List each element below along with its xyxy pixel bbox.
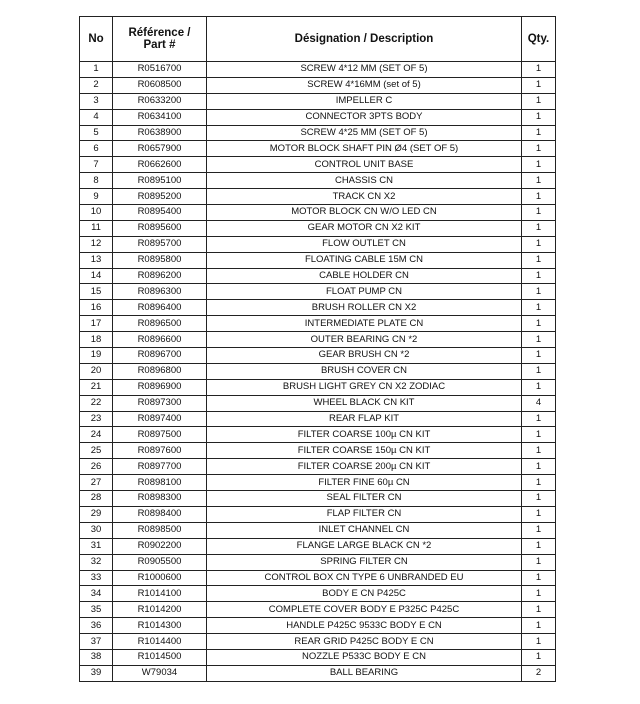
row-description: SPRING FILTER CN — [207, 554, 522, 570]
row-description: FILTER COARSE 100µ CN KIT — [207, 427, 522, 443]
row-reference: R0662600 — [113, 157, 207, 173]
row-description: REAR GRID P425C BODY E CN — [207, 634, 522, 650]
row-qty: 1 — [522, 300, 556, 316]
row-description: CABLE HOLDER CN — [207, 268, 522, 284]
row-no: 6 — [80, 141, 113, 157]
row-reference: R0895600 — [113, 220, 207, 236]
row-description: INTERMEDIATE PLATE CN — [207, 316, 522, 332]
row-no: 27 — [80, 475, 113, 491]
parts-table-body — [80, 62, 556, 682]
row-no: 22 — [80, 395, 113, 411]
row-reference: W79034 — [113, 665, 207, 681]
row-reference: R1014200 — [113, 602, 207, 618]
table-row — [80, 348, 556, 364]
row-qty: 1 — [522, 506, 556, 522]
row-reference: R0897600 — [113, 443, 207, 459]
row-no: 34 — [80, 586, 113, 602]
row-reference: R0895200 — [113, 189, 207, 205]
row-description: WHEEL BLACK CN KIT — [207, 395, 522, 411]
table-row — [80, 109, 556, 125]
row-reference: R0895100 — [113, 173, 207, 189]
parts-table — [79, 16, 556, 682]
row-description: SCREW 4*16MM (set of 5) — [207, 77, 522, 93]
row-qty: 1 — [522, 157, 556, 173]
table-row — [80, 491, 556, 507]
row-reference: R0896900 — [113, 379, 207, 395]
row-no: 32 — [80, 554, 113, 570]
row-description: FILTER FINE 60µ CN — [207, 475, 522, 491]
row-no: 1 — [80, 62, 113, 78]
header-reference — [113, 17, 207, 62]
table-row — [80, 236, 556, 252]
row-no: 25 — [80, 443, 113, 459]
table-row — [80, 332, 556, 348]
row-qty: 1 — [522, 236, 556, 252]
row-description: FILTER COARSE 150µ CN KIT — [207, 443, 522, 459]
table-row — [80, 125, 556, 141]
row-no: 24 — [80, 427, 113, 443]
row-no: 16 — [80, 300, 113, 316]
table-row — [80, 634, 556, 650]
table-row — [80, 459, 556, 475]
row-description: OUTER BEARING CN *2 — [207, 332, 522, 348]
row-qty: 1 — [522, 459, 556, 475]
table-row — [80, 268, 556, 284]
table-row — [80, 475, 556, 491]
row-reference: R0896500 — [113, 316, 207, 332]
row-no: 33 — [80, 570, 113, 586]
row-description: IMPELLER C — [207, 93, 522, 109]
table-row — [80, 570, 556, 586]
row-no: 38 — [80, 649, 113, 665]
row-description: CONTROL BOX CN TYPE 6 UNBRANDED EU — [207, 570, 522, 586]
table-row — [80, 506, 556, 522]
row-no: 5 — [80, 125, 113, 141]
row-no: 28 — [80, 491, 113, 507]
table-row — [80, 77, 556, 93]
row-no: 39 — [80, 665, 113, 681]
row-reference: R1014100 — [113, 586, 207, 602]
header-no: No — [80, 17, 113, 62]
row-description: BODY E CN P425C — [207, 586, 522, 602]
row-description: MOTOR BLOCK CN W/O LED CN — [207, 205, 522, 221]
row-reference: R0895700 — [113, 236, 207, 252]
row-qty: 1 — [522, 77, 556, 93]
row-reference: R0895800 — [113, 252, 207, 268]
row-no: 14 — [80, 268, 113, 284]
row-reference: R1014400 — [113, 634, 207, 650]
row-description: CONNECTOR 3PTS BODY — [207, 109, 522, 125]
table-row — [80, 379, 556, 395]
row-qty: 1 — [522, 284, 556, 300]
table-row — [80, 189, 556, 205]
row-description: BRUSH LIGHT GREY CN X2 ZODIAC — [207, 379, 522, 395]
table-row — [80, 363, 556, 379]
row-qty: 1 — [522, 220, 556, 236]
row-qty: 1 — [522, 205, 556, 221]
row-description: TRACK CN X2 — [207, 189, 522, 205]
row-qty: 1 — [522, 173, 556, 189]
row-description: CONTROL UNIT BASE — [207, 157, 522, 173]
table-row — [80, 538, 556, 554]
header-reference-line2: Part # — [143, 39, 176, 51]
row-qty: 1 — [522, 141, 556, 157]
row-qty: 2 — [522, 665, 556, 681]
row-reference: R0896200 — [113, 268, 207, 284]
row-qty: 1 — [522, 427, 556, 443]
row-reference: R0895400 — [113, 205, 207, 221]
table-row — [80, 62, 556, 78]
row-description: GEAR BRUSH CN *2 — [207, 348, 522, 364]
table-row — [80, 300, 556, 316]
row-reference: R0633200 — [113, 93, 207, 109]
row-qty: 1 — [522, 618, 556, 634]
row-no: 35 — [80, 602, 113, 618]
row-no: 23 — [80, 411, 113, 427]
row-no: 8 — [80, 173, 113, 189]
row-reference: R0898100 — [113, 475, 207, 491]
table-row — [80, 522, 556, 538]
table-row — [80, 618, 556, 634]
row-description: MOTOR BLOCK SHAFT PIN Ø4 (SET OF 5) — [207, 141, 522, 157]
row-description: FLANGE LARGE BLACK CN *2 — [207, 538, 522, 554]
row-no: 18 — [80, 332, 113, 348]
table-row — [80, 93, 556, 109]
row-no: 10 — [80, 205, 113, 221]
row-reference: R0896600 — [113, 332, 207, 348]
row-no: 29 — [80, 506, 113, 522]
row-qty: 1 — [522, 586, 556, 602]
row-no: 21 — [80, 379, 113, 395]
table-row — [80, 395, 556, 411]
parts-table-header — [80, 17, 556, 62]
row-reference: R0897700 — [113, 459, 207, 475]
row-reference: R0905500 — [113, 554, 207, 570]
row-qty: 1 — [522, 602, 556, 618]
row-description: GEAR MOTOR CN X2 KIT — [207, 220, 522, 236]
table-row — [80, 411, 556, 427]
row-reference: R0898300 — [113, 491, 207, 507]
table-row — [80, 284, 556, 300]
row-no: 20 — [80, 363, 113, 379]
row-description: BRUSH COVER CN — [207, 363, 522, 379]
row-reference: R1000600 — [113, 570, 207, 586]
row-qty: 1 — [522, 522, 556, 538]
header-row — [80, 17, 556, 62]
row-reference: R0896300 — [113, 284, 207, 300]
row-no: 17 — [80, 316, 113, 332]
row-qty: 1 — [522, 252, 556, 268]
table-row — [80, 554, 556, 570]
row-no: 7 — [80, 157, 113, 173]
row-no: 2 — [80, 77, 113, 93]
table-row — [80, 252, 556, 268]
row-qty: 1 — [522, 93, 556, 109]
row-no: 4 — [80, 109, 113, 125]
table-row — [80, 649, 556, 665]
row-description: COMPLETE COVER BODY E P325C P425C — [207, 602, 522, 618]
row-description: SEAL FILTER CN — [207, 491, 522, 507]
table-row — [80, 141, 556, 157]
row-qty: 1 — [522, 62, 556, 78]
table-row — [80, 220, 556, 236]
table-row — [80, 316, 556, 332]
row-reference: R0897400 — [113, 411, 207, 427]
row-no: 26 — [80, 459, 113, 475]
row-qty: 1 — [522, 491, 556, 507]
row-description: FLAP FILTER CN — [207, 506, 522, 522]
row-no: 11 — [80, 220, 113, 236]
row-reference: R0898400 — [113, 506, 207, 522]
row-description: BRUSH ROLLER CN X2 — [207, 300, 522, 316]
row-reference: R0896800 — [113, 363, 207, 379]
row-qty: 1 — [522, 268, 556, 284]
row-qty: 1 — [522, 649, 556, 665]
table-row — [80, 173, 556, 189]
row-reference: R0902200 — [113, 538, 207, 554]
row-qty: 1 — [522, 109, 556, 125]
row-reference: R0638900 — [113, 125, 207, 141]
row-description: FLOW OUTLET CN — [207, 236, 522, 252]
row-description: SCREW 4*12 MM (SET OF 5) — [207, 62, 522, 78]
row-description: HANDLE P425C 9533C BODY E CN — [207, 618, 522, 634]
row-qty: 1 — [522, 125, 556, 141]
row-no: 19 — [80, 348, 113, 364]
row-no: 30 — [80, 522, 113, 538]
row-no: 13 — [80, 252, 113, 268]
row-qty: 1 — [522, 189, 556, 205]
row-reference: R0608500 — [113, 77, 207, 93]
row-qty: 1 — [522, 363, 556, 379]
row-qty: 1 — [522, 634, 556, 650]
row-reference: R0896400 — [113, 300, 207, 316]
row-no: 12 — [80, 236, 113, 252]
row-no: 3 — [80, 93, 113, 109]
table-row — [80, 665, 556, 681]
row-reference: R0634100 — [113, 109, 207, 125]
row-qty: 1 — [522, 332, 556, 348]
row-reference: R0657900 — [113, 141, 207, 157]
row-reference: R0897500 — [113, 427, 207, 443]
row-qty: 1 — [522, 348, 556, 364]
row-description: FLOAT PUMP CN — [207, 284, 522, 300]
row-reference: R1014500 — [113, 649, 207, 665]
row-qty: 1 — [522, 411, 556, 427]
row-no: 31 — [80, 538, 113, 554]
row-description: NOZZLE P533C BODY E CN — [207, 649, 522, 665]
header-description: Désignation / Description — [207, 17, 522, 62]
row-no: 36 — [80, 618, 113, 634]
header-reference-line1: Référence / — [128, 27, 191, 39]
row-qty: 1 — [522, 554, 556, 570]
row-qty: 1 — [522, 316, 556, 332]
table-row — [80, 427, 556, 443]
table-row — [80, 443, 556, 459]
row-description: REAR FLAP KIT — [207, 411, 522, 427]
table-row — [80, 602, 556, 618]
row-no: 9 — [80, 189, 113, 205]
row-description: SCREW 4*25 MM (SET OF 5) — [207, 125, 522, 141]
row-reference: R1014300 — [113, 618, 207, 634]
row-qty: 1 — [522, 379, 556, 395]
row-reference: R0897300 — [113, 395, 207, 411]
row-no: 37 — [80, 634, 113, 650]
row-description: BALL BEARING — [207, 665, 522, 681]
row-description: INLET CHANNEL CN — [207, 522, 522, 538]
table-row — [80, 157, 556, 173]
row-description: CHASSIS CN — [207, 173, 522, 189]
table-row — [80, 205, 556, 221]
row-description: FILTER COARSE 200µ CN KIT — [207, 459, 522, 475]
row-qty: 4 — [522, 395, 556, 411]
row-qty: 1 — [522, 443, 556, 459]
row-qty: 1 — [522, 570, 556, 586]
row-reference: R0898500 — [113, 522, 207, 538]
row-no: 15 — [80, 284, 113, 300]
row-reference: R0896700 — [113, 348, 207, 364]
row-description: FLOATING CABLE 15M CN — [207, 252, 522, 268]
header-qty: Qty. — [522, 17, 556, 62]
table-row — [80, 586, 556, 602]
row-qty: 1 — [522, 475, 556, 491]
row-reference: R0516700 — [113, 62, 207, 78]
row-qty: 1 — [522, 538, 556, 554]
